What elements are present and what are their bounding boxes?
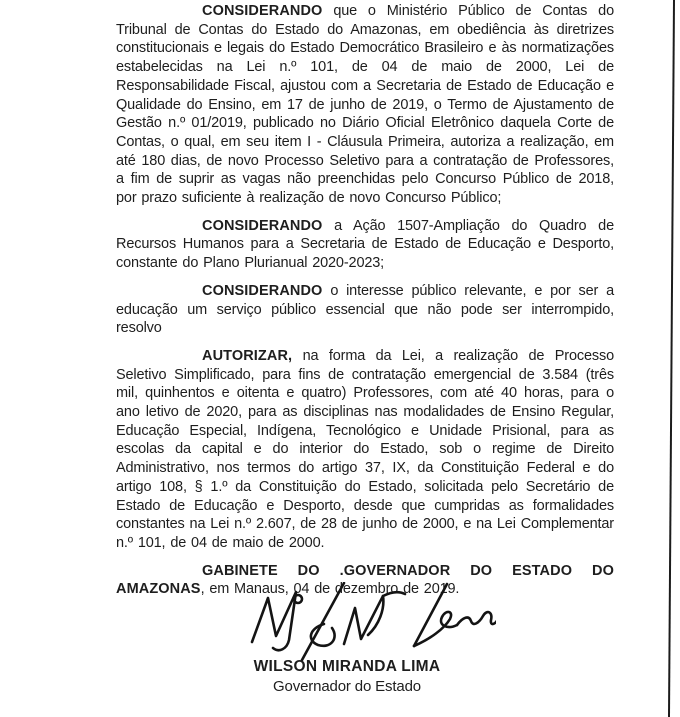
scan-edge-line xyxy=(668,0,675,717)
paragraph-text: o interesse público relevante, e por ser a educação um serviço público essencial que não pode ser interrompido, resolvo xyxy=(116,282,614,337)
document-body xyxy=(116,2,614,712)
paragraph-lead: CONSIDERANDO xyxy=(202,217,323,234)
paragraph-lead: CONSIDERANDO xyxy=(202,3,323,19)
paragraph-lead: AUTORIZAR, xyxy=(202,347,293,364)
paragraph-text: , em Manaus, 04 de dezembro de 2019. xyxy=(200,581,460,598)
paragraph-lead: CONSIDERANDO xyxy=(202,282,323,299)
paragraph-text: na forma da Lei, a realização de Processo Seletivo Simplificado, para fins de contratação emergencial de 3.584 (três mil, quinhentos e oitenta e quatro) Professores, com até 40 horas, para o ano letivo de 2020, para as disciplinas nas modalidades de Ensino Regular, Educação Especial, Indígena, Tecnológico e Unidade Prisional, para as escolas da capital e do interior do Estado, sob o regime de Direito Administrativo, nos termos do artigo 37, IX, da Constituição Federal e do artigo 108, § 1.º da Constituição do Estado, solicitada pelo Secretário de Estado de Educação e Desporto, desde que cumpridas as formalidades constantes na Lei n.º 2.607, de 28 de junho de 2000, e na Lei Complementar n.º 101, de 04 de maio de 2000. xyxy=(116,347,614,551)
paragraph-considerando-1 xyxy=(116,2,614,208)
paragraph-autorizar xyxy=(116,347,614,553)
signature-scribble xyxy=(246,582,496,666)
signature-block xyxy=(116,608,614,712)
paragraph-lead: GABINETE DO .GOVERNADOR DO ESTADO DO AMAZONAS xyxy=(116,562,614,598)
signer-name: WILSON MIRANDA LIMA xyxy=(253,658,441,676)
paragraph-text: a Ação 1507-Ampliação do Quadro de Recursos Humanos para a Secretaria de Estado de Educação e Desporto, constante do Plano Plurianual 2020-2023; xyxy=(116,217,614,272)
signer-title: Governador do Estado xyxy=(273,678,421,696)
paragraph-text: que o Ministério Público de Contas do Tribunal de Contas do Estado do Amazonas, em obediência às diretrizes constitucionais e legais do Estado Democrático Brasileiro e às normatizações estabelecidas na Lei n.º 101, de 04 de maio de 2000, Lei de Responsabilidade Fiscal, ajustou com a Secretaria de Estado de Educação e Qualidade do Ensino, em 17 de junho de 2019, o Termo de Ajustamento de Gestão n.º 01/2019, publicado no Diário Oficial Eletrônico daquela Corte de Contas, o qual, em seu item I - Cláusula Primeira, autoriza a realização, em até 180 dias, de novo Processo Seletivo para a contratação de Professores, a fim de suprir as vagas não preenchidas pelo Concurso Público de 2018, por prazo suficiente à realização de novo Concurso Público; xyxy=(116,3,614,207)
paragraph-considerando-2 xyxy=(116,217,614,273)
paragraph-considerando-3 xyxy=(116,282,614,338)
